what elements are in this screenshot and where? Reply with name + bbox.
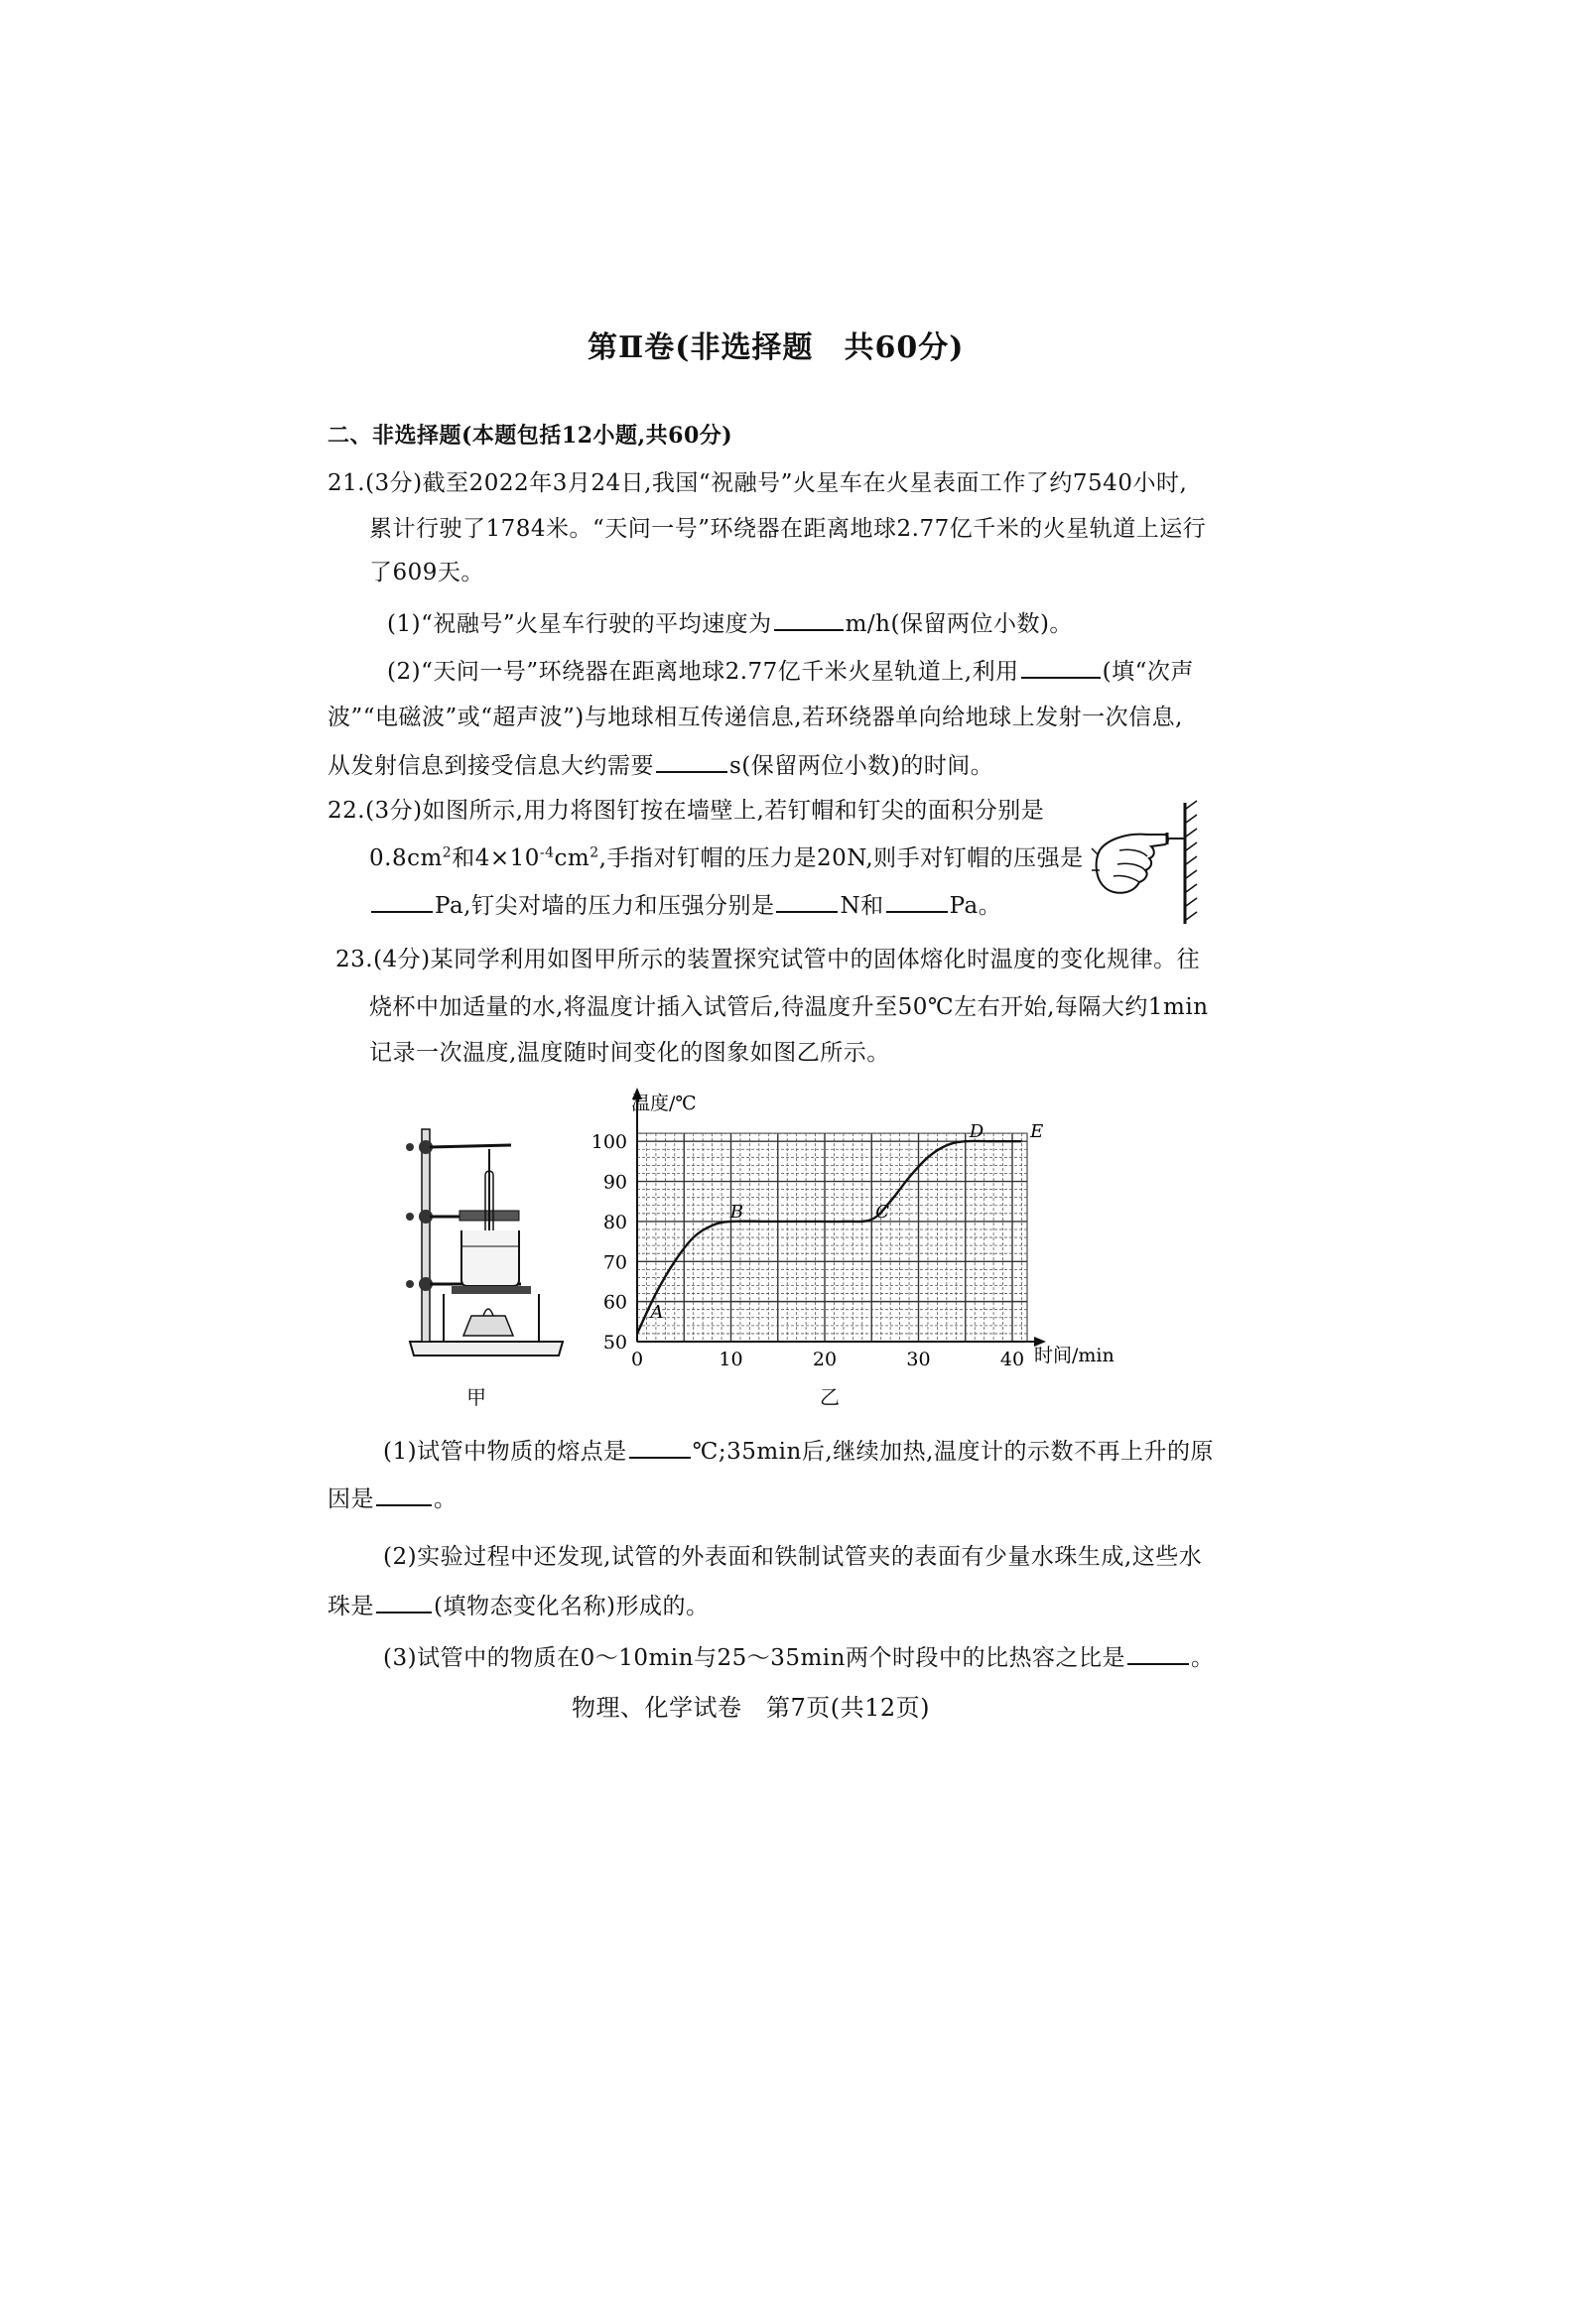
section-heading: 二、非选择题(本题包括12小题,共60分) <box>328 423 733 449</box>
answer-blank[interactable] <box>1021 655 1101 679</box>
q23-sub2-line2-b: (填物态变化名称)形成的。 <box>434 1594 710 1619</box>
q21-sub2-line3 <box>328 749 993 781</box>
q23-line2: 烧杯中加适量的水,将温度计插入试管后,待温度升至50℃左右开始,每隔大约1min <box>369 994 1209 1020</box>
q23-sub3 <box>383 1641 1214 1673</box>
point-label: E <box>1030 1121 1044 1143</box>
thumbtack-wall-figure <box>1090 799 1201 928</box>
y-tick-label: 90 <box>602 1171 627 1194</box>
page-footer: 物理、化学试卷 第7页(共12页) <box>572 1694 931 1722</box>
temperature-time-chart <box>576 1082 1131 1389</box>
q23-line3: 记录一次温度,温度随时间变化的图象如图乙所示。 <box>369 1040 890 1066</box>
y-tick-label: 60 <box>602 1291 627 1314</box>
point-label: D <box>969 1121 984 1143</box>
q21-sub1-text-b: m/h(保留两位小数)。 <box>845 611 1073 637</box>
q22-cap-area: 0.8cm <box>369 845 443 871</box>
q23-sub3-a: (3)试管中的物质在0～10min与25～35min两个时段中的比热容之比是 <box>383 1645 1125 1671</box>
q23-line1: 23.(4分)某同学利用如图甲所示的装置探究试管中的固体熔化时温度的变化规律。往 <box>335 947 1201 972</box>
x-tick-label: 10 <box>719 1349 743 1370</box>
y-tick-label: 80 <box>602 1211 627 1233</box>
answer-blank[interactable] <box>1127 1641 1189 1665</box>
q21-line3: 了609天。 <box>369 560 484 585</box>
x-tick-label: 40 <box>999 1349 1025 1370</box>
q23-sub2-line2 <box>328 1590 709 1621</box>
q21-sub2-text-b: (填“次声 <box>1102 659 1194 685</box>
answer-blank[interactable] <box>776 889 838 913</box>
x-tick-label: 0 <box>630 1349 644 1370</box>
x-tick-label: 30 <box>906 1349 931 1370</box>
y-axis-label: 温度/℃ <box>631 1093 697 1114</box>
point-label: A <box>650 1301 664 1323</box>
q23-sub1 <box>383 1435 1214 1467</box>
q21-sub2-line3-a: 从发射信息到接受信息大约需要 <box>328 753 654 779</box>
q22-line2-rest: ,手指对钉帽的压力是20N,则手对钉帽的压强是 <box>598 845 1084 871</box>
q22-line3-a: Pa,钉尖对墙的压力和压强分别是 <box>435 893 775 919</box>
q23-sub3-b: 。 <box>1190 1645 1215 1671</box>
point-label: B <box>729 1201 744 1223</box>
answer-blank[interactable] <box>656 749 727 773</box>
q21-sub2 <box>387 655 1194 687</box>
x-tick-label: 20 <box>812 1349 838 1370</box>
q22-sup: 2 <box>442 844 453 861</box>
y-tick-label: 50 <box>602 1332 627 1354</box>
q22-line3 <box>369 889 1001 921</box>
q21-sub2-text-a: (2)“天问一号”环绕器在距离地球2.77亿千米火星轨道上,利用 <box>387 659 1019 685</box>
point-label: C <box>875 1201 890 1223</box>
q22-sup: -4 <box>539 844 555 861</box>
q21-sub1-text-a: (1)“祝融号”火星车行驶的平均速度为 <box>387 611 772 637</box>
q22-line1: 22.(3分)如图所示,用力将图钉按在墙壁上,若钉帽和钉尖的面积分别是 <box>328 798 1045 824</box>
q22-sup: 2 <box>590 844 599 861</box>
q21-sub2-line2: 波”“电磁波”或“超声波”)与地球相互传递信息,若环绕器单向给地球上发射一次信息, <box>328 705 1183 730</box>
answer-blank[interactable] <box>774 607 844 631</box>
q21-sub2-line3-b: s(保留两位小数)的时间。 <box>729 753 994 779</box>
q23-sub2: (2)实验过程中还发现,试管的外表面和铁制试管夹的表面有少量水珠生成,这些水 <box>383 1544 1203 1570</box>
answer-blank[interactable] <box>376 1483 432 1506</box>
figure-jia-caption: 甲 <box>466 1385 486 1409</box>
answer-blank[interactable] <box>629 1435 691 1459</box>
q21-line1: 21.(3分)截至2022年3月24日,我国“祝融号”火星车在火星表面工作了约7540小时, <box>328 470 1188 496</box>
q23-sub1-line2-b: 。 <box>434 1486 458 1512</box>
q22-line2 <box>369 843 1084 873</box>
q23-sub1-b: ℃;35min后,继续加热,温度计的示数不再上升的原 <box>692 1439 1214 1465</box>
q22-unit: cm <box>554 845 590 871</box>
q23-sub2-line2-a: 珠是 <box>328 1594 374 1619</box>
section-title: 第Ⅱ卷(非选择题 共60分) <box>588 330 965 365</box>
answer-blank[interactable] <box>376 1590 432 1614</box>
q23-sub1-a: (1)试管中物质的熔点是 <box>383 1439 627 1465</box>
chart-grid <box>637 1133 1027 1342</box>
figure-yi-caption: 乙 <box>820 1385 840 1409</box>
q21-line2: 累计行驶了1784米。“天问一号”环绕器在距离地球2.77亿千米的火星轨道上运行 <box>369 516 1207 542</box>
answer-blank[interactable] <box>886 889 948 913</box>
q22-line3-c: Pa。 <box>949 893 1002 919</box>
y-tick-label: 70 <box>602 1251 627 1274</box>
x-axis-label: 时间/min <box>1034 1345 1115 1366</box>
q22-tip-area: 和4×10 <box>452 845 540 871</box>
y-tick-label: 100 <box>590 1131 627 1154</box>
q22-line3-b: N和 <box>840 893 884 919</box>
q23-sub1-line2-a: 因是 <box>328 1486 374 1512</box>
q21-sub1 <box>387 607 1073 639</box>
apparatus-figure <box>402 1121 571 1364</box>
answer-blank[interactable] <box>371 889 433 913</box>
q23-sub1-line2 <box>328 1483 458 1514</box>
